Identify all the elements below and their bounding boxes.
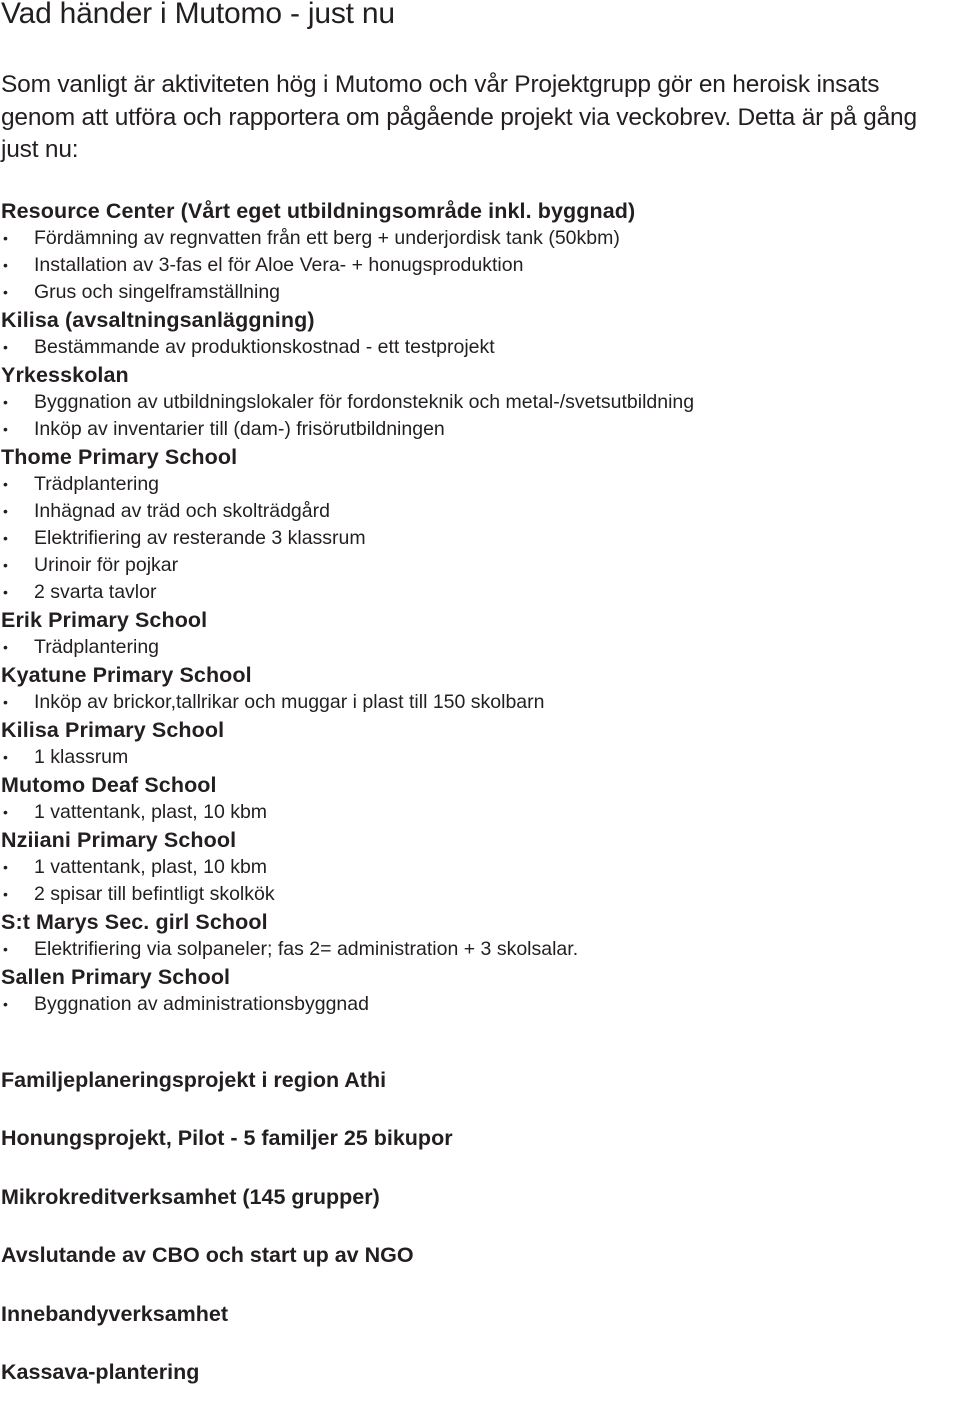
bullet-icon: • (3, 584, 8, 600)
bullet-icon: • (3, 394, 8, 410)
project-heading: Innebandyverksamhet (1, 1301, 229, 1326)
bullet-list (1, 991, 956, 1018)
list-item (1, 936, 956, 963)
section-title: Kilisa Primary School (1, 718, 225, 742)
bullet-list (1, 799, 956, 826)
project-section (1, 361, 956, 443)
list-item-text: Byggnation av utbildningslokaler för fordonsteknik och metal-/svetsutbildning (34, 391, 695, 413)
list-item (1, 744, 956, 771)
project-heading: Honungsprojekt, Pilot - 5 familjer 25 bikupor (1, 1126, 453, 1151)
project-section (1, 661, 956, 716)
list-item-text: Trädplantering (34, 473, 160, 495)
list-item (1, 334, 956, 361)
bullet-list (1, 689, 956, 716)
list-item-text: 2 svarta tavlor (34, 581, 157, 603)
bullet-icon: • (3, 859, 8, 875)
page-title: Vad händer i Mutomo - just nu (1, 0, 395, 30)
bullet-list (1, 389, 956, 443)
section-title: Resource Center (Vårt eget utbildningsområde inkl. byggnad) (1, 199, 636, 223)
list-item (1, 225, 956, 252)
bullet-icon: • (3, 886, 8, 902)
section-title: Erik Primary School (1, 608, 208, 632)
project-section (1, 197, 956, 306)
bullet-icon: • (3, 804, 8, 820)
project-section (1, 306, 956, 361)
list-item (1, 854, 956, 881)
bullet-icon: • (3, 476, 8, 492)
project-heading: Familjeplaneringsprojekt i region Athi (1, 1068, 387, 1092)
list-item (1, 252, 956, 279)
project-section (1, 908, 956, 963)
bullet-list (1, 854, 956, 908)
list-item-text: Bestämmande av produktionskostnad - ett testprojekt (34, 336, 495, 358)
list-item-text: Inköp av brickor,tallrikar och muggar i plast till 150 skolbarn (34, 691, 545, 713)
section-title: Nziiani Primary School (1, 828, 237, 852)
project-section (1, 771, 956, 826)
bullet-icon: • (3, 284, 8, 300)
section-title: Sallen Primary School (1, 965, 231, 989)
list-item (1, 799, 956, 826)
list-item-text: Byggnation av administrationsbyggnad (34, 993, 369, 1015)
list-item (1, 579, 956, 606)
section-title: Yrkesskolan (1, 363, 129, 387)
bullet-icon: • (3, 530, 8, 546)
bullet-list (1, 471, 956, 606)
project-heading: Mikrokreditverksamhet (145 grupper) (1, 1184, 380, 1209)
project-heading: Kassava-plantering (1, 1359, 200, 1384)
intro-paragraph: Som vanligt är aktiviteten hög i Mutomo och vår Projektgrupp gör en heroisk insats genom att utföra och rapportera om pågående projekt via veckobrev. Detta är på gång just nu: (1, 71, 917, 163)
list-item (1, 991, 956, 1018)
project-section (1, 443, 956, 606)
project-sections (1, 197, 956, 1018)
bullet-list (1, 744, 956, 771)
list-item (1, 389, 956, 416)
section-title: Mutomo Deaf School (1, 773, 217, 797)
list-item-text: Grus och singelframställning (34, 281, 281, 303)
list-item-text: Inköp av inventarier till (dam-) frisörutbildningen (34, 418, 445, 440)
list-item-text: 1 vattentank, plast, 10 kbm (34, 856, 268, 878)
list-item-text: Elektrifiering av resterande 3 klassrum (34, 527, 366, 549)
list-item (1, 279, 956, 306)
bullet-list (1, 936, 956, 963)
bullet-icon: • (3, 421, 8, 437)
bullet-icon: • (3, 230, 8, 246)
list-item-text: Elektrifiering via solpaneler; fas 2= administration + 3 skolsalar. (34, 938, 579, 960)
list-item (1, 552, 956, 579)
list-item-text: 2 spisar till befintligt skolkök (34, 883, 275, 905)
bullet-icon: • (3, 503, 8, 519)
list-item-text: Fördämning av regnvatten från ett berg + underjordisk tank (50kbm) (34, 227, 620, 249)
bullet-list (1, 634, 956, 661)
bullet-icon: • (3, 257, 8, 273)
extra-projects (1, 1066, 956, 1416)
list-item-text: 1 klassrum (34, 746, 129, 768)
section-title: S:t Marys Sec. girl School (1, 910, 268, 934)
project-section (1, 826, 956, 908)
bullet-icon: • (3, 339, 8, 355)
bullet-icon: • (3, 941, 8, 957)
list-item-text: 1 vattentank, plast, 10 kbm (34, 801, 268, 823)
list-item (1, 689, 956, 716)
bullet-icon: • (3, 749, 8, 765)
project-section (1, 716, 956, 771)
section-title: Kyatune Primary School (1, 663, 252, 687)
list-item-text: Trädplantering (34, 636, 160, 658)
list-item (1, 416, 956, 443)
list-item-text: Urinoir för pojkar (34, 554, 179, 576)
bullet-icon: • (3, 694, 8, 710)
list-item-text: Inhägnad av träd och skolträdgård (34, 500, 330, 522)
project-section (1, 606, 956, 661)
list-item (1, 471, 956, 498)
project-heading: Avslutande av CBO och start up av NGO (1, 1243, 414, 1268)
list-item-text: Installation av 3-fas el för Aloe Vera- + honugsproduktion (34, 254, 524, 276)
list-item (1, 498, 956, 525)
list-item (1, 881, 956, 908)
project-section (1, 963, 956, 1018)
bullet-icon: • (3, 557, 8, 573)
bullet-list (1, 334, 956, 361)
bullet-list (1, 225, 956, 306)
section-title: Kilisa (avsaltningsanläggning) (1, 308, 315, 332)
list-item (1, 525, 956, 552)
list-item (1, 634, 956, 661)
bullet-icon: • (3, 639, 8, 655)
section-title: Thome Primary School (1, 445, 238, 469)
bullet-icon: • (3, 996, 8, 1012)
